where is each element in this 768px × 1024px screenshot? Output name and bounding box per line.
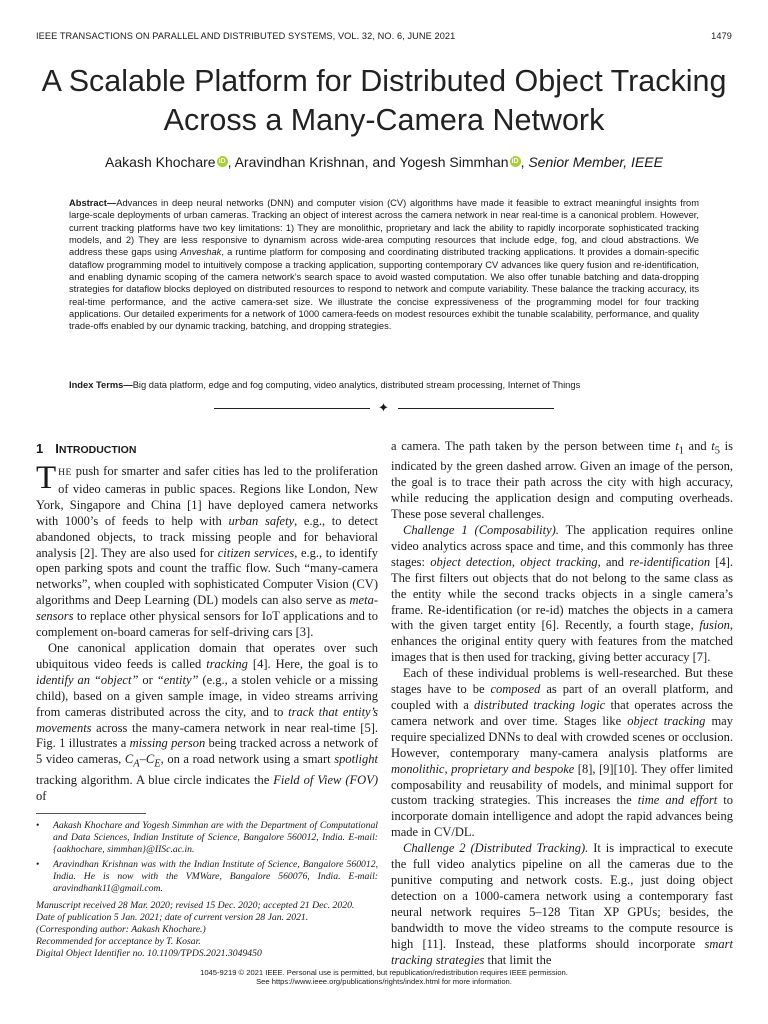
journal-name: IEEE TRANSACTIONS ON PARALLEL AND DISTRIBUTED SYSTEMS, VOL. 32, NO. 6, JUNE 2021 (36, 31, 456, 41)
section-divider (214, 400, 554, 416)
paragraph: Each of these individual problems is well-researched. But these stages have to be composed as part of an overall platform, and coupled with a distributed tracking logic that operates across the camera network and over time. Stages like object tracking may require specialized DNNs to deal with crowded scenes or occlusion. However, contemporary many-camera analysis platforms are monolithic, proprietary and bespoke [8], [9][10]. They offer limited composability and reusability of models, and minimal support for custom tracking strategies. This increases the time and effort to incorporate domain intelligence and adopt the rapid advances being made in CV/DL. (391, 666, 733, 840)
paragraph: One canonical application domain that operates over such ubiquitous video feeds is called tracking [4]. Here, the goal is to identify an “object” or “entity” (e.g., a stolen vehicle or a missing child), based on a given sample image, in video streams arriving from cameras distributed across the city, and to track that entity’s movements across the many-camera network in near real-time [5]. Fig. 1 illustrates a missing person being tracked across a network of 5 video cameras, $C_A-C_E$, on a road network using a smart spotlight tracking algorithm. A blue circle indicates the Field of View (FOV) of (36, 640, 379, 803)
section-heading: 1 INTRODUCTION (36, 441, 137, 456)
abstract-label: Abstract— (69, 198, 117, 208)
paragraph: Challenge 2 (Distributed Tracking). It is impractical to execute the full video analytics pipeline on all the cameras due to the punitive computing and network costs. E.g., just doing object detection on a 1000-camera network using a contemporary fast neural network requires 5–128 Titan XP GPUs; besides, the bandwidth to move the video streams to the compute resource is high [11]. Instead, these platforms should incorporate smart tracking strategies that limit the (391, 841, 733, 967)
doi[interactable]: Digital Object Identifier no. 10.1109/TPDS.2021.3049450 (36, 947, 262, 959)
paragraph: a camera. The path taken by the person between time $t_1$ and $t_5$ is indicated by the green dashed arrow. Given an image of the person, the goal is to trace their path across the city with high accuracy, while reducing the application design and computing overheads. These pose several challenges. (391, 439, 733, 522)
affiliation-footnote: • Aravindhan Krishnan was with the Indian Institute of Science, Bangalore 560012, India. He is now with the VMWare, Bangalore 560076, India. E-mail: aravindhank11@gmail.com. (36, 859, 378, 894)
left-column (36, 440, 378, 805)
challenge-label: Challenge 1 (Composability). (403, 523, 559, 538)
manuscript-metadata: Manuscript received 28 Mar. 2020; revised 15 Dec. 2020; accepted 21 Dec. 2020. Date of publication 5 Jan. 2021; date of current version 28 Jan. 2021. (Corresponding author: Aakash Khochare.) Recommended for acceptance by T. Kosar. Digital Object Identifier no. 10.1109/TPDS.2021.3049450 (36, 900, 378, 960)
paragraph: THE push for smarter and safer cities has led to the proliferation of video cameras in public spaces. Regions like London, New York, Singapore and China [1] have deployed camera networks with 1000’s of feeds to help with urban safety, e.g., to detect abandoned objects, to track missing people and for behavioral analysis [2]. They are also used for citizen services, e.g., to identify open parking spots and count the traffic flow. Such “many-camera networks”, when coupled with sophisticated Computer Vision (CV) algorithms and Deep Learning (DL) models can also serve as meta-sensors to replace other physical sensors for IoT applications and to complement on-board cameras for self-driving cars [3]. (36, 460, 378, 640)
author-list: Aakash Khochare iD , Aravindhan Krishnan, and Yogesh Simmhan iD , Senior Member, IEEE (105, 154, 663, 170)
index-terms: Index Terms—Big data platform, edge and fog computing, video analytics, distributed stream processing, Internet of Things (69, 380, 581, 390)
drop-cap: T (36, 460, 57, 496)
rights-link[interactable]: See https://www.ieee.org/publications/rights/index.html for more information. (256, 977, 512, 987)
footnotes (36, 813, 378, 960)
orcid-icon[interactable]: iD (218, 158, 226, 165)
system-name: Anveshak (180, 247, 222, 258)
paper-title: A Scalable Platform for Distributed Object Tracking Across a Many-Camera Network (41, 64, 727, 137)
index-terms-label: Index Terms— (69, 380, 133, 390)
author-name: Aakash Khochare (105, 154, 216, 170)
affiliation-footnote: • Aakash Khochare and Yogesh Simmhan are with the Department of Computational and Data Sciences, Indian Institute of Science, Bangalore 560012, India. E-mail: {aakhochare, simmhan}@IISc.ac.in. (36, 820, 378, 855)
abstract: Abstract—Advances in deep neural networks (DNN) and computer vision (CV) algorithms have made it feasible to extract meaningful insights from large-scale deployments of urban cameras. Tracking an object of interest across the camera network in near real-time is a canonical problem. However, current tracking platforms have two key limitations: 1) They are monolithic, proprietary and lack the ability to rapidly incorporate sophisticated tracking models, and 2) They are less responsive to dynamism across wide-area computing resources that include edge, fog, and cloud abstractions. We address these gaps using Anveshak, a runtime platform for composing and coordinating distributed tracking applications. It provides a domain-specific dataflow programming model to intuitively compose a tracking application, supporting contemporary CV advances like query fusion and re-identification, and enabling dynamic scoping of the camera network’s search space to avoid wasted computation. We also offer tunable batching and data-dropping strategies for dataflow blocks deployed on distributed resources to respond to network and compute variability. These balance the tracking accuracy, its real-time performance, and the active camera-set size. We illustrate the concise expressiveness of the programming model for four tracking applications. Our detailed experiments for a network of 1000 camera-feeds on modest resources exhibit the tunable scalability, performance, and quality trade-offs enabled by our dynamic tracking, batching, and dropping strategies. (69, 198, 699, 332)
challenge-label: Challenge 2 (Distributed Tracking). (403, 841, 589, 856)
right-column (391, 439, 733, 968)
orcid-icon[interactable]: iD (511, 158, 519, 165)
paragraph: Challenge 1 (Composability). The application requires online video analytics across space and time, and this commonly has three stages: object detection, object tracking, and re-identification [4]. The first filters out objects that do not belong to the same class as the entity while the second tracks objects in a single camera’s frame. Re-identification (or re-id) matches the objects in a camera with the given target entity [6]. Recently, a fourth stage, fusion, enhances the original entity query with features from the matched images that is then used for tracking, giving better accuracy [7]. (391, 523, 734, 665)
author-name: Yogesh Simmhan (399, 154, 509, 170)
page-number: 1479 (711, 31, 732, 41)
author-membership: Senior Member, IEEE (528, 154, 663, 170)
running-head (36, 31, 732, 45)
author-name: Aravindhan Krishnan (234, 154, 365, 170)
divider-star-icon: ✦ (378, 400, 389, 415)
copyright-notice: 1045-9219 © 2021 IEEE. Personal use is permitted, but republication/redistribution requires IEEE permission. See https://www.ieee.org/publications/rights/index.html for more information. (36, 968, 732, 987)
